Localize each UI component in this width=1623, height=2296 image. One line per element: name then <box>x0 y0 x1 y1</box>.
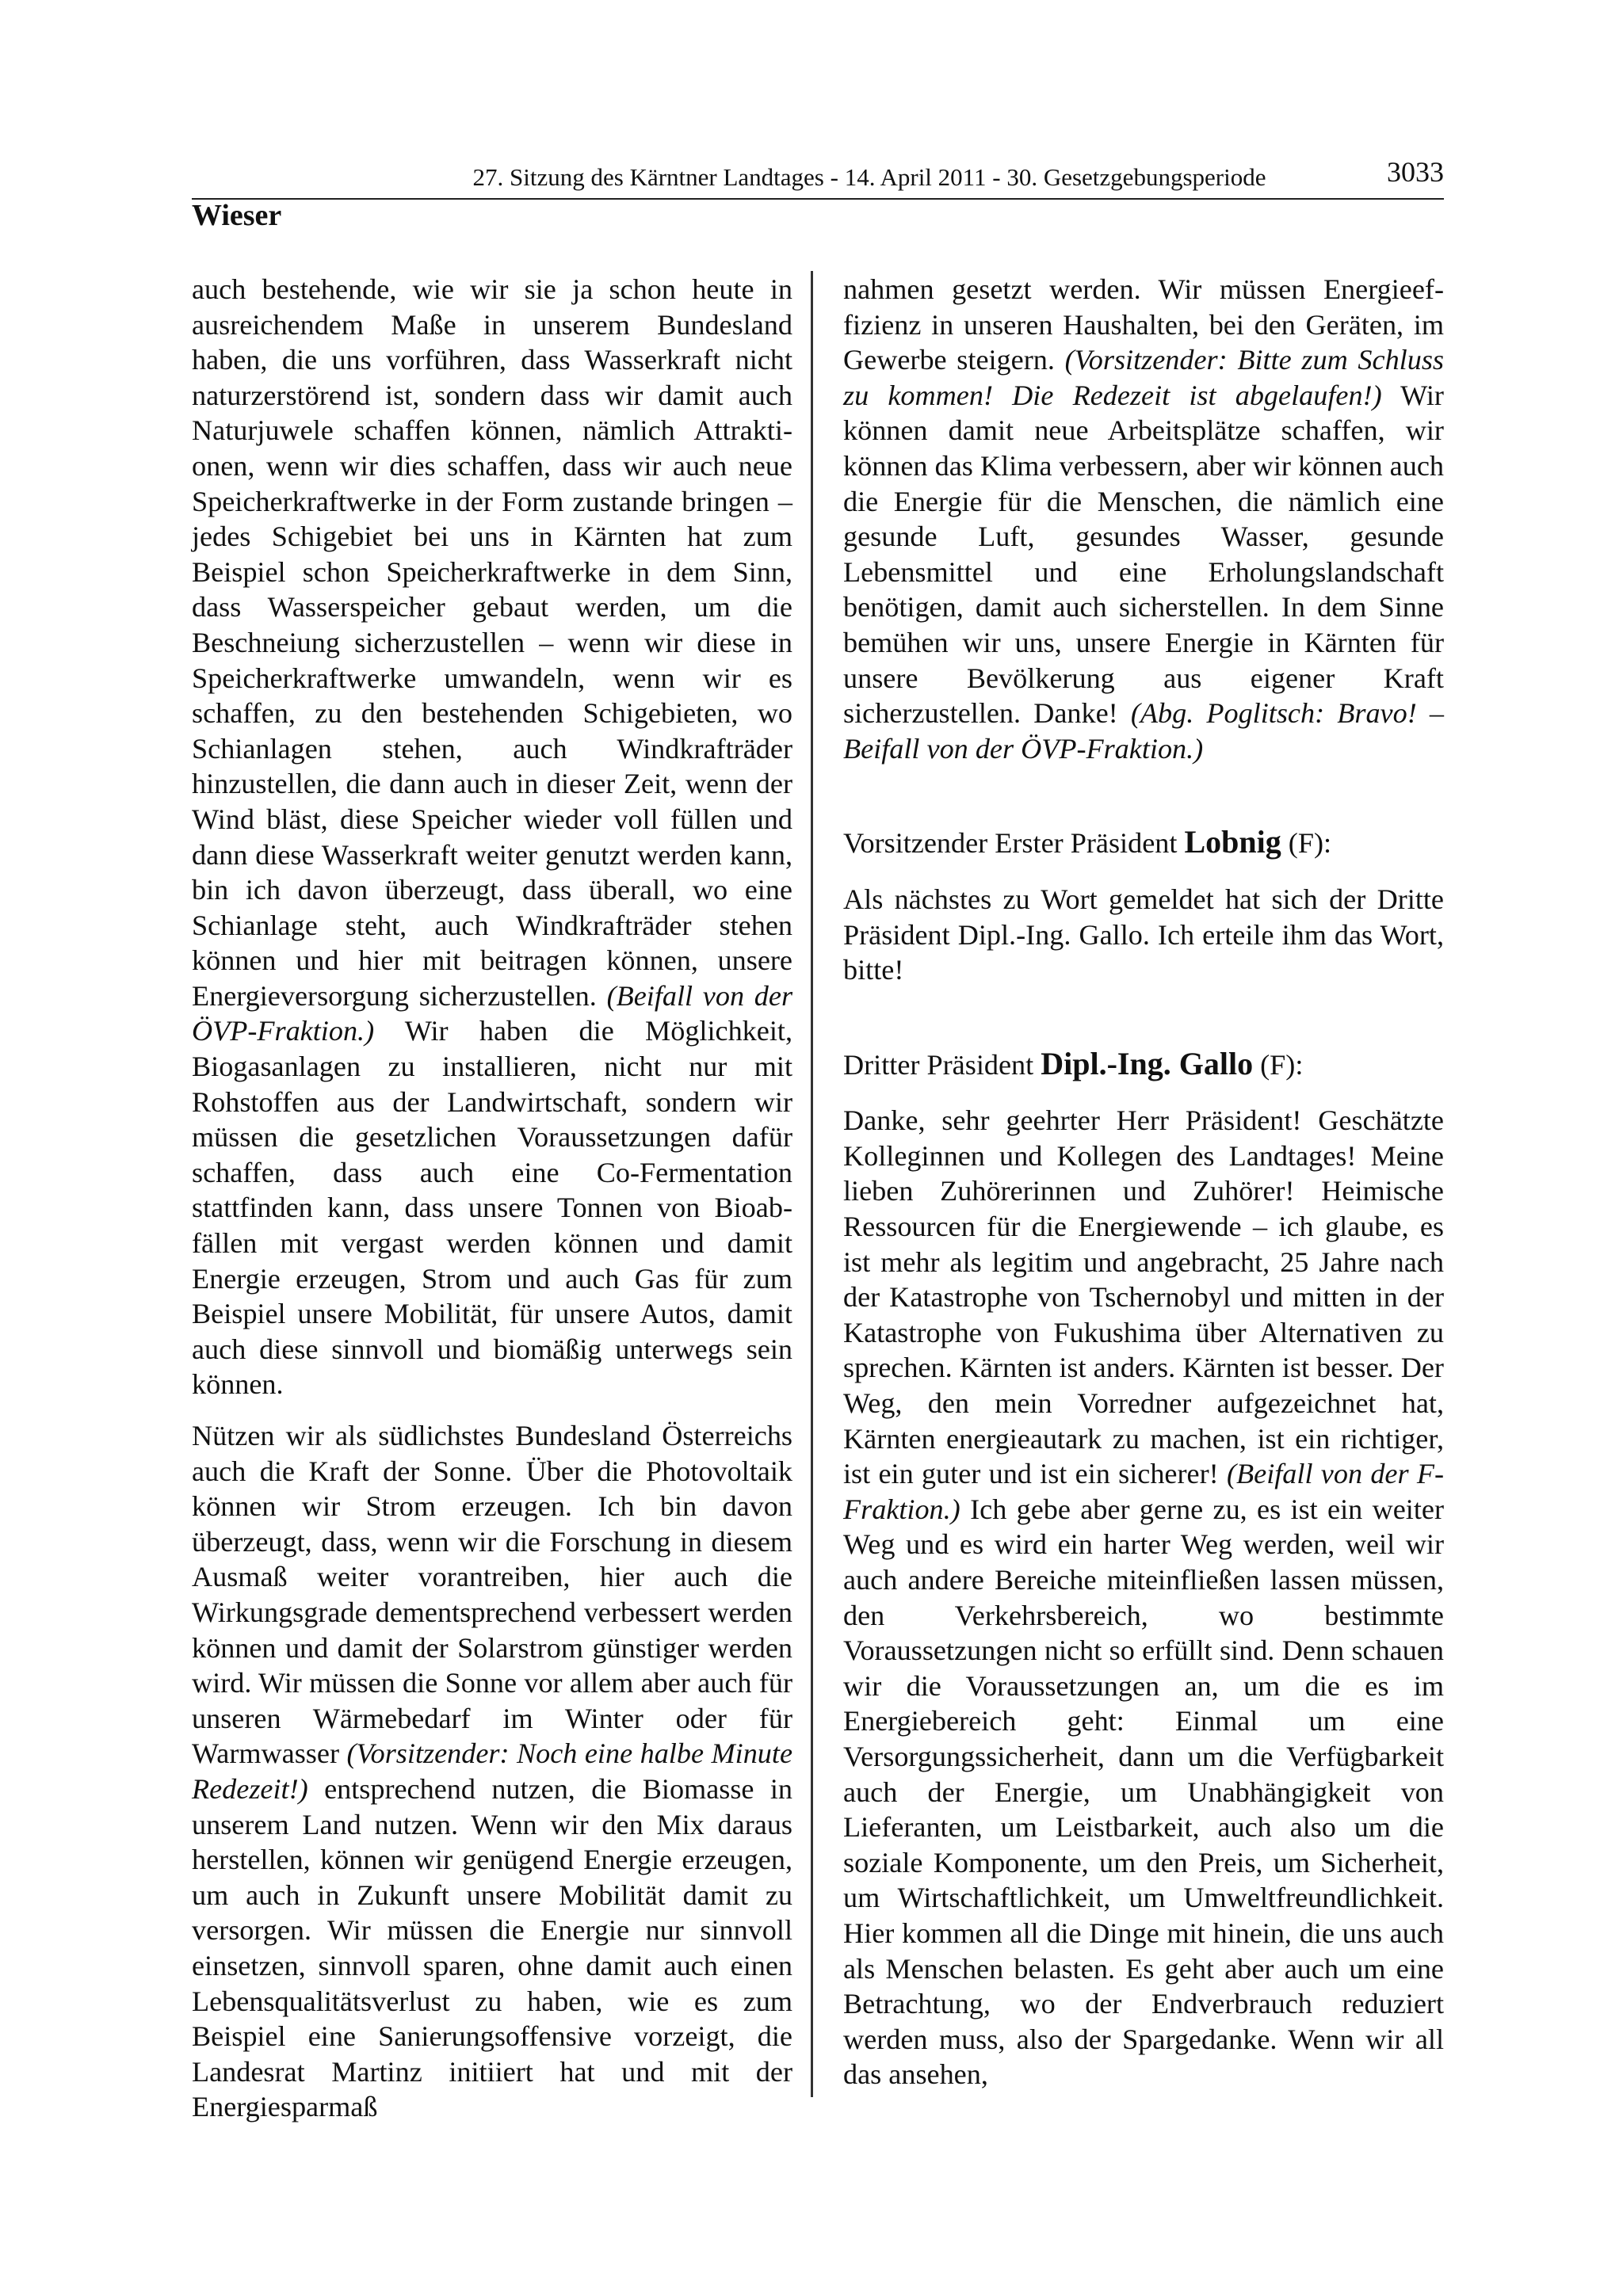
right-column <box>843 272 1444 2092</box>
paragraph <box>843 1103 1444 2092</box>
page-header <box>192 155 1444 200</box>
speech-text: nahmen gesetzt werden. Wir müssen Energieeffizienz in unseren Haushalten, bei den Geräten, im Gewerbe steigern. <box>843 273 1444 376</box>
speech-text: Als nächstes zu Wort gemeldet hat sich der Dritte Präsident Dipl.-Ing. Gallo. Ich erteile ihm das Wort, bitte! <box>843 883 1444 986</box>
interjection: (Abg. Poglitsch: Bravo! – Beifall von der ÖVP-Fraktion.) <box>843 697 1444 765</box>
speech-text: Wir haben die Möglichkeit, Biogasanlagen zu installieren, nicht nur mit Rohstoffen aus der Landwirtschaft, sondern wir müssen die gesetzlichen Voraussetzungen dafür schaffen, dass auch eine Co-Fermentation stattfinden kann, dass unsere Tonnen von Bioabfällen mit vergast werden können und damit Energie erzeugen, Strom und auch Gas für zum Beispiel unsere Mobilität, für unsere Autos, damit auch diese sinnvoll und biomäßig unterwegs sein können. <box>192 1015 792 1401</box>
speech-text: Danke, sehr geehrter Herr Präsident! Geschätzte Kolleginnen und Kollegen des Landtages! Meine lieben Zuhörerinnen und Zuhörer! Heimische Ressourcen für die Energiewende – ich glaube, es ist mehr als legitim und angebracht, 25 Jahre nach der Katastrophe von Tschernobyl und mitten in der Katastrophe von Fukushima über Alternativen zu sprechen. Kärnten ist anders. Kärnten ist besser. Der Weg, den mein Vorredner aufgezeichnet hat, Kärnten energieautark zu machen, ist ein richtiger, ist ein guter und ist ein sicherer! <box>843 1104 1444 1490</box>
left-column <box>192 272 792 2125</box>
paragraph <box>843 882 1444 988</box>
speaker-title: Vorsitzender Erster Präsident <box>843 827 1178 860</box>
paragraph <box>192 1418 792 2125</box>
interjection: (Beifall von der ÖVP-Fraktion.) <box>192 979 793 1047</box>
speech-text: entsprechend nutzen, die Biomasse in unserem Land nutzen. Wenn wir den Mix daraus herstellen, können wir genügend Energie erzeugen, um auch in Zukunft unsere Mobilität damit zu versorgen. Wir müssen die Energie nur sinnvoll einsetzen, sinnvoll sparen, ohne damit auch einen Lebensqualitätsverlust zu haben, wie es zum Beispiel eine Sanierungsoffensive vorzeigt, die Landesrat Martinz initiiert hat und mit der Energiesparmaß <box>192 1772 792 2123</box>
page-number: 3033 <box>1387 156 1444 188</box>
current-speaker-heading: Wieser <box>192 199 282 232</box>
paragraph <box>843 272 1444 766</box>
speaker-name: Dipl.-Ing. Gallo <box>1041 1045 1254 1081</box>
session-title: 27. Sitzung des Kärntner Landtages - 14. April 2011 - 30. Gesetzgebungsperiode <box>472 163 1266 191</box>
speech-text: auch bestehende, wie wir sie ja schon heute in ausreichendem Maße in unserem Bundesland haben, die uns vorführen, dass Wasserkraft nicht naturzerstörend ist, sondern dass wir damit auch Naturjuwele schaffen können, nämlich Attraktionen, wenn wir dies schaffen, dass wir auch neue Speicherkraftwerke in der Form zustande bringen – jedes Schigebiet bei uns in Kärnten hat zum Beispiel schon Speicherkraftwerke in dem Sinn, dass Wasserspeicher gebaut werden, um die Beschneiung sicherzustellen – wenn wir diese in Speicherkraftwerke umwandeln, wenn wir es schaffen, zu den bestehenden Schigebieten, wo Schianlagen stehen, auch Windkrafträder hinzustellen, die dann auch in dieser Zeit, wenn der Wind bläst, diese Speicher wieder voll füllen und dann diese Wasserkraft weiter genutzt werden kann, bin ich davon überzeugt, dass überall, wo eine Schianlage steht, auch Windkrafträder stehen können und hier mit beitragen können, unsere Energieversorgung sicherzustellen. <box>192 273 792 1012</box>
speaker-line <box>843 1047 1444 1083</box>
speech-text: Ich gebe aber gerne zu, es ist ein weiter Weg und es wird ein harter Weg werden, weil wir auch andere Bereiche miteinfließen lassen müssen, den Verkehrsbereich, wo bestimmte Voraussetzungen nicht so erfüllt sind. Denn schauen wir die Voraussetzungen an, um die es im Energiebereich geht: Einmal um eine Versorgungssicherheit, dann um die Verfügbarkeit auch der Energie, um Unabhängigkeit von Lieferanten, um Leistbarkeit, auch also um die soziale Komponente, um den Preis, um Sicherheit, um Wirtschaftlichkeit, um Umweltfreundlichkeit. Hier kommen all die Dinge mit hinein, die uns auch als Menschen belasten. Es geht aber auch um eine Betrachtung, wo der Endverbrauch reduziert werden muss, also der Spargedanke. Wenn wir all das ansehen, <box>843 1493 1444 2091</box>
speaker-party: (F): <box>1288 827 1332 860</box>
column-divider <box>811 271 813 2097</box>
speech-text: Nützen wir als südlichstes Bundesland Österreichs auch die Kraft der Sonne. Über die Photovoltaik können wir Strom erzeugen. Ich bin davon überzeugt, dass, wenn wir die Forschung in diesem Ausmaß weiter vorantreiben, hier auch die Wirkungsgrade dementsprechend verbessert werden können und damit der Solarstrom günstiger werden wird. Wir müssen die Sonne vor allem aber auch für unseren Wärmebedarf im Winter oder für Warmwasser <box>192 1420 792 1770</box>
interjection: (Vorsitzender: Noch eine halbe Minute Redezeit!) <box>192 1737 793 1805</box>
speech-text: Wir können damit neue Arbeitsplätze schaffen, wir können das Klima verbessern, aber wir können auch die Energie für die Menschen, die nämlich eine gesunde Luft, gesundes Wasser, gesunde Lebensmittel und eine Erholungslandschaft benötigen, damit auch sicherstellen. In dem Sinne bemühen wir uns, unsere Energie in Kärnten für unsere Bevölkerung aus eigener Kraft sicherzustellen. Danke! <box>843 379 1444 730</box>
speaker-line <box>843 825 1444 861</box>
speaker-title: Dritter Präsident <box>843 1048 1034 1081</box>
speaker-party: (F): <box>1260 1048 1304 1081</box>
speaker-name: Lobnig <box>1184 824 1281 860</box>
interjection: (Beifall von der F-Fraktion.) <box>843 1458 1444 1525</box>
interjection: (Vorsitzender: Bitte zum Schluss zu kommen! Die Redezeit ist abgelaufen!) <box>843 344 1444 411</box>
paragraph <box>192 272 792 1402</box>
header-rule <box>192 198 1444 200</box>
